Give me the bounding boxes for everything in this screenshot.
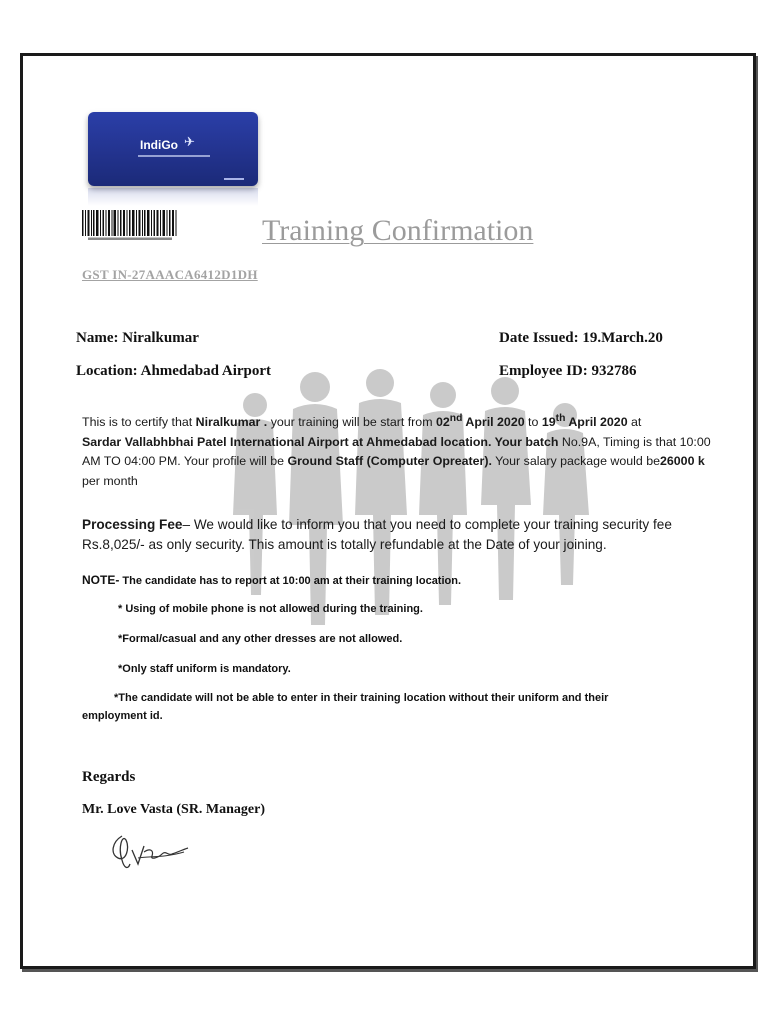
profile: Ground Staff (Computer Opreater).	[287, 454, 492, 469]
para-text: at	[627, 415, 642, 430]
gst-number: GST IN-27AAACA6412D1DH	[82, 267, 258, 282]
para-text: This is to certify that	[82, 415, 196, 430]
name-field	[76, 330, 199, 347]
end-date: 19th April 2020	[541, 413, 628, 430]
start-date: 02nd April 2020	[435, 413, 525, 430]
date-value: 19.March.20	[582, 330, 663, 346]
name-value: Niralkumar	[122, 330, 199, 346]
signature	[108, 828, 194, 872]
manager-name: Mr. Love Vasta (SR. Manager)	[82, 802, 266, 817]
barcode-icon	[82, 210, 177, 242]
employee-label: Employee ID:	[499, 363, 588, 379]
location-label: Location:	[76, 363, 138, 379]
employee-value: 932786	[591, 363, 637, 379]
note-heading	[82, 573, 461, 587]
logo-fineprint	[224, 178, 244, 180]
candidate-name: Niralkumar .	[195, 415, 268, 430]
location-field	[76, 363, 271, 380]
indigo-logo	[88, 112, 258, 186]
para-text: per month	[82, 473, 138, 488]
regards: Regards	[82, 769, 136, 785]
note-text: The candidate has to report at 10:00 am at their training location.	[119, 575, 462, 587]
note-item-continued: employment id.	[82, 710, 163, 722]
para-text: to	[524, 415, 542, 430]
note-item: * Using of mobile phone is not allowed during the training.	[118, 603, 423, 615]
logo-tagline	[138, 155, 210, 157]
location-value: Ahmedabad Airport	[140, 363, 272, 379]
logo-reflection	[88, 188, 258, 206]
people-silhouette-watermark	[215, 365, 615, 635]
fee-label: Processing Fee	[82, 517, 183, 532]
name-label: Name:	[76, 330, 119, 346]
logo-brand-text: IndiGo	[140, 138, 178, 152]
batch-timing: No.9A, Timing is that 10:00 AM TO 04:00 PM. Your profile will be	[82, 434, 711, 469]
note-item: *Formal/casual and any other dresses are not allowed.	[118, 633, 403, 645]
para-text: your training will be start from	[267, 415, 436, 430]
fee-text: – We would like to inform you that you need to complete your training security fee Rs.8,025/- as only security. This amount is totally refundable at the Date of your joining.	[82, 517, 672, 552]
salary-amount: 26000 k	[660, 454, 705, 469]
processing-fee-paragraph	[82, 515, 722, 555]
date-label: Date Issued:	[499, 330, 579, 346]
date-issued-field	[499, 330, 663, 347]
note-label: NOTE-	[82, 573, 120, 587]
plane-icon: ✈	[184, 134, 195, 149]
training-location: Sardar Vallabhbhai Patel International Airport at Ahmedabad location. Your batch	[82, 434, 559, 449]
certification-paragraph	[82, 409, 712, 491]
note-item: *Only staff uniform is mandatory.	[118, 663, 291, 675]
para-text: Your salary package would be	[491, 454, 660, 469]
employee-id-field	[499, 363, 637, 380]
note-item: *The candidate will not be able to enter in their training location without their uniform and their	[114, 692, 609, 704]
document-title: Training Confirmation	[262, 214, 534, 247]
